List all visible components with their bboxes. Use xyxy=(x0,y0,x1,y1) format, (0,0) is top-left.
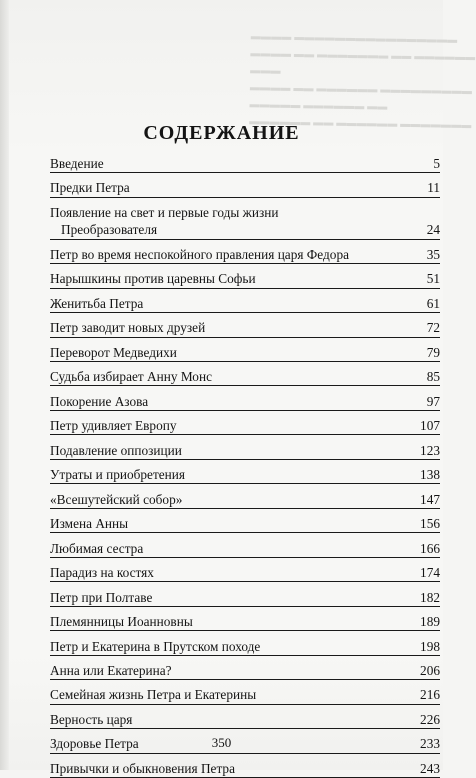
toc-entry-title: Появление на свет и первые годы жизни xyxy=(50,204,279,220)
page-gutter-shadow xyxy=(0,0,9,770)
toc-entry xyxy=(50,631,440,655)
toc-entry-page-number: 5 xyxy=(433,156,440,171)
toc-entry-page-number: 51 xyxy=(426,271,440,287)
toc-entry-page-number: 97 xyxy=(426,393,440,409)
toc-entry-title: Подавление оппозиции xyxy=(50,442,182,458)
toc-entry xyxy=(50,173,440,197)
toc-entry-page-number: 174 xyxy=(420,565,440,581)
toc-entry-title: Петр при Полтаве xyxy=(50,589,153,605)
show-through-text: ▬▬▬▬ ▬▬▬▬▬▬▬▬▬▬▬▬▬▬▬▬ ▬▬▬▬ ▬▬ ▬▬▬▬▬▬▬ ▬▬ ▬▬▬▬▬▬ ▬▬▬ ▬▬▬▬ ▬▬ ▬▬▬▬▬▬ ▬▬▬▬▬▬▬▬▬ ▬▬▬▬▬ ▬▬▬▬▬▬ ▬▬ ▬▬▬▬▬▬ ▬▬ ▬▬▬▬▬▬ ▬▬▬▬▬▬▬ xyxy=(249,31,476,132)
toc-entry-title: Петр заводит новых друзей xyxy=(50,320,206,336)
toc-entry-title: Нарышкины против царевны Софьи xyxy=(50,271,256,287)
toc-entry-page-number: 24 xyxy=(426,222,440,238)
toc-entry xyxy=(50,435,440,459)
toc-entry-title: Предки Петра xyxy=(50,180,130,196)
toc-entry-title: Петр и Екатерина в Прутском походе xyxy=(50,638,261,654)
toc-entry xyxy=(50,411,440,435)
toc-entry xyxy=(50,558,440,582)
toc-entry xyxy=(50,264,440,288)
toc-entry-title: Петр во время неспокойного правления царя Федора xyxy=(50,246,349,262)
toc-entry-title: Измена Анны xyxy=(50,516,129,532)
toc-entry xyxy=(50,484,440,508)
toc-entry-page-number: 189 xyxy=(420,614,440,630)
toc-entry xyxy=(50,313,440,337)
toc-entry-subtitle: Преобразователя xyxy=(61,222,158,238)
toc-entry-page-number: 182 xyxy=(420,589,440,605)
page-number: 350 xyxy=(211,735,232,750)
page-title: СОДЕРЖАНИЕ xyxy=(143,122,300,144)
toc-entry xyxy=(50,656,440,680)
toc-entry-page-number: 35 xyxy=(426,246,440,262)
toc-entry xyxy=(50,289,440,313)
toc-entry-title: Женитьба Петра xyxy=(50,295,144,311)
toc-entry-page-number: 216 xyxy=(420,687,440,703)
toc-entry-title: Верность царя xyxy=(50,711,133,727)
toc-entry-title: Любимая сестра xyxy=(50,540,144,556)
toc-entry-page-number: 123 xyxy=(420,442,440,458)
toc-entry-page-number: 79 xyxy=(426,344,440,360)
toc-entry xyxy=(50,338,440,362)
toc-entry xyxy=(50,240,440,264)
toc-entry-page-number: 243 xyxy=(420,760,440,776)
toc-entry xyxy=(50,198,440,240)
toc-entry-page-number: 156 xyxy=(420,516,440,532)
toc-entry-page-number: 147 xyxy=(420,491,440,507)
toc-entry-page-number: 226 xyxy=(420,711,440,727)
table-of-contents xyxy=(50,155,440,778)
toc-entry xyxy=(50,607,440,631)
toc-entry xyxy=(50,754,440,778)
toc-entry-page-number: 107 xyxy=(420,418,440,434)
toc-entry xyxy=(50,705,440,729)
toc-entry-page-number: 85 xyxy=(426,369,440,385)
toc-entry-title: Привычки и обыкновения Петра xyxy=(50,760,235,776)
toc-entry-title: Введение xyxy=(50,156,104,171)
toc-entry-page-number: 72 xyxy=(426,320,440,336)
toc-entry-title: Петр удивляет Европу xyxy=(50,418,177,434)
toc-entry-title: Судьба избирает Анну Монс xyxy=(50,369,212,385)
toc-entry xyxy=(50,533,440,557)
toc-entry-page-number: 138 xyxy=(420,467,440,483)
toc-entry-title: Покорение Азова xyxy=(50,393,149,409)
toc-entry-page-number: 198 xyxy=(420,638,440,654)
toc-entry-title: Племянницы Иоанновны xyxy=(50,614,193,630)
toc-entry-title: Утраты и приобретения xyxy=(50,467,186,483)
toc-entry-title: Парадиз на костях xyxy=(50,565,154,581)
toc-entry xyxy=(50,460,440,484)
toc-entry-title: Анна или Екатерина? xyxy=(50,662,172,678)
toc-entry-page-number: 233 xyxy=(420,736,440,752)
toc-entry-page-number: 206 xyxy=(420,662,440,678)
toc-entry xyxy=(50,680,440,704)
toc-entry-title: Здоровье Петра xyxy=(50,736,139,752)
toc-entry-title: Переворот Медведихи xyxy=(50,344,177,360)
toc-entry-page-number: 61 xyxy=(426,295,440,311)
toc-entry-title: «Всешутейский собор» xyxy=(50,491,183,507)
toc-entry-page-number: 11 xyxy=(427,180,440,196)
toc-entry xyxy=(50,386,440,410)
toc-entry xyxy=(50,155,440,173)
toc-entry-page-number: 166 xyxy=(420,540,440,556)
toc-entry xyxy=(50,362,440,386)
toc-entry xyxy=(50,509,440,533)
toc-entry-title: Семейная жизнь Петра и Екатерины xyxy=(50,687,257,703)
toc-entry xyxy=(50,582,440,606)
